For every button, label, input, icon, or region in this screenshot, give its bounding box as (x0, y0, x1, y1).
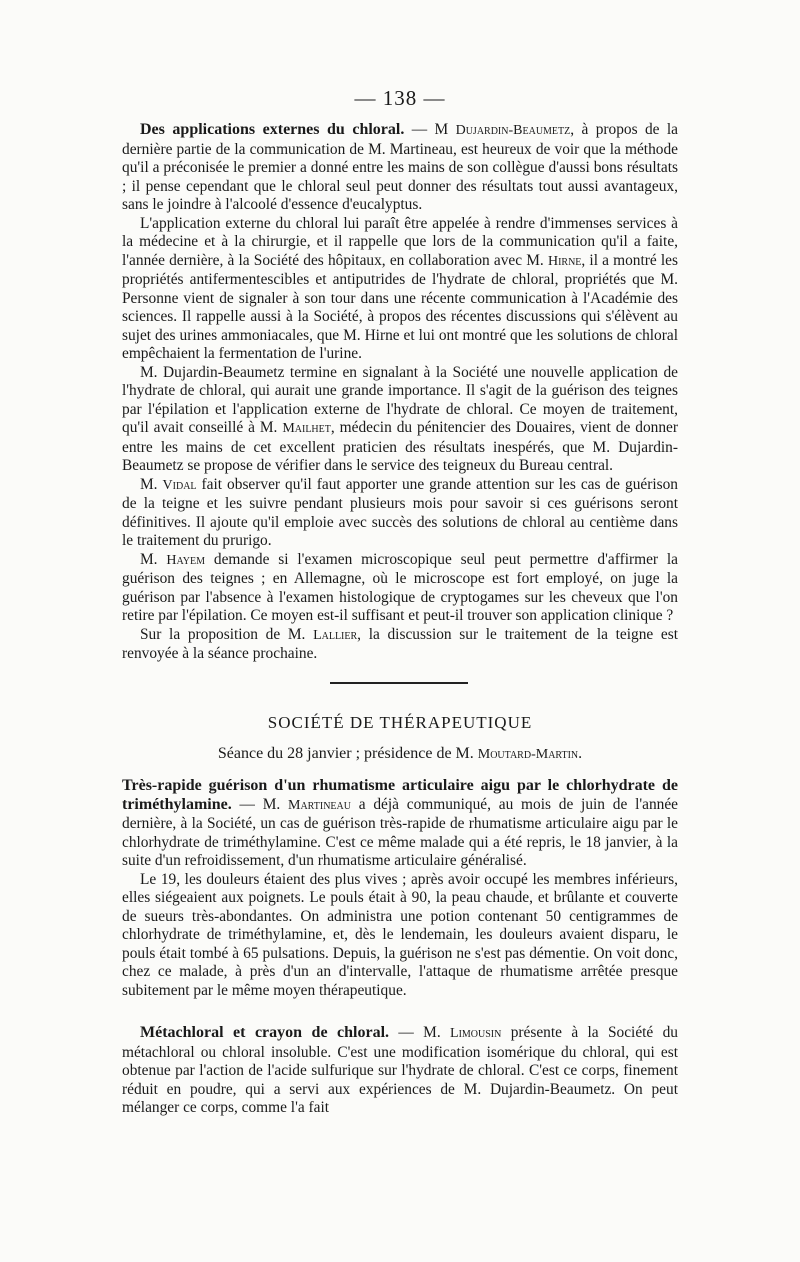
text: M. (140, 475, 163, 493)
text: — M. (389, 1024, 451, 1041)
author-name: Hirne (547, 253, 582, 269)
author-name: Vidal (162, 477, 197, 493)
author-name: Lallier (313, 627, 358, 643)
author-name: Limousin (450, 1026, 502, 1041)
text: , il a montré les propriétés antifermentescibles et antiputrides de l'hydrate de chloral, propriétés que M. Personne vient de signaler à son tour dans une récente communication à l'Académie des sciences. Il rappelle aussi à la Société, à propos des récentes discussions qui s'élèvent au sujet des urines ammoniacales, que M. Hirne et lui ont montré que les solutions de chloral empêchaient la fermentation de l'urine. (122, 251, 678, 362)
text: fait observer qu'il faut apporter une grande attention sur les cas de guérison de la teigne et les suivre pendant plusieurs mois pour savoir si ces guérisons seront définitives. Il ajoute qu'il emploie avec succès des solutions de chloral au centième dans le traitement du prurigo. (122, 475, 679, 549)
author-name: Dujardin-Beaumetz (455, 123, 571, 138)
paragraph (122, 551, 678, 626)
society-title: SOCIÉTÉ DE THÉRAPEUTIQUE (267, 713, 533, 732)
paragraph (122, 476, 678, 551)
president-name: Moutard-Martin (477, 747, 579, 762)
text: M. (140, 550, 167, 568)
text: L'application externe du chloral lui paraît être appelée à rendre d'immenses services à la médecine et à la chirurgie, et il rappelle que lors de la communication qu'il a faite, l'année dernière, à la Société des hôpitaux, en collaboration avec M. (122, 214, 678, 269)
paragraph (122, 1024, 678, 1118)
section-metachloral (122, 1024, 678, 1118)
author-name: Mailhet (282, 421, 331, 436)
section-heading: Des applications externes du chloral. (140, 121, 405, 138)
section-heading: Très-rapide guérison d'un rhumatisme articulaire aigu par le chlorhydrate de triméthylamine. (122, 777, 678, 813)
text: demande si l'examen microscopique seul peut permettre d'affirmer la guérison des teignes ; en Allemagne, où le microscope est fort employé, on juge la guérison par l'absence à l'examen histologique de cryptogames sur les cheveux que l'on retire par l'épilation. Ce moyen est-il suffisant et peut-il trouver son application clinique ? (122, 550, 678, 624)
text: — M (404, 121, 456, 138)
paragraph (122, 215, 678, 364)
text: , médecin du pénitencier des Douaires, vient de donner entre les mains de cet excellent praticien des résultats inespérés, que M. Dujardin-Beaumetz se propose de vérifier dans le service des teigneux du Bureau central. (122, 419, 678, 474)
text: présente à la Société du métachloral ou chloral insoluble. C'est une modification isomérique du chloral, qui est obtenue par l'action de l'acide sulfurique sur l'hydrate de chloral. C'est ce corps, finement réduit en poudre, qui a servi aux expériences de M. Dujardin-Beaumetz. On peut mélanger ce corps, comme l'a fait (122, 1024, 678, 1116)
paragraph (122, 626, 678, 664)
text: Sur la proposition de M. (140, 625, 314, 643)
text: . (578, 745, 583, 762)
page-number: — 138 — (354, 86, 446, 110)
author-name: Martineau (288, 797, 351, 813)
text: Séance du 28 janvier ; présidence de M. (217, 745, 478, 762)
paragraph (122, 777, 678, 871)
text: , à propos de la dernière partie de la communication de M. Martineau, est heureux de voir que la méthode qu'il a préconisée le premier a donné entre les mains de son collègue d'aussi bons résultats ; il pense cependant que le chloral seul peut donner des résultats tout aussi avantageux, sans le joindre à l'alcoolé d'essence d'eucalyptus. (122, 121, 679, 213)
text: M. Dujardin-Beaumetz termine en signalant à la Société une nouvelle application de l'hydrate de chloral, qui aurait une grande importance. Il s'agit de la guérison des teignes par l'épilation et l'application externe de l'hydrate de chloral. Ce moyen de traitement, qu'il avait conseillé à M. (122, 363, 678, 436)
section-rhumatisme (122, 777, 678, 1000)
seance-line (0, 745, 800, 763)
text: , la discussion sur le traitement de la teigne est renvoyée à la séance prochaine. (122, 625, 679, 662)
text: — M. (231, 795, 289, 813)
paragraph: Le 19, les douleurs étaient des plus vives ; après avoir occupé les membres inférieurs, elles siégeaient aux poignets. Le pouls était à 90, la peau chaude, et brûlante et couverte de sueurs très-abondantes. On administra une potion contenant 50 centigrammes de chlorhydrate de triméthylamine, et, dès le lendemain, les douleurs avaient disparu, le pouls était tombé à 65 pulsations. Depuis, la guérison ne s'est pas démentie. On voit donc, chez ce malade, à près d'un an d'intervalle, l'attaque de rhumatisme arrêtée presque subitement par le même moyen thérapeutique. (122, 870, 678, 999)
text: a déjà communiqué, au mois de juin de l'année dernière, à la Société, un cas de guérison très-rapide de rhumatisme articulaire aigu par le chlorhydrate de triméthylamine. C'est ce même malade qui a été repris, le 18 janvier, à la suite d'un refroidissement, d'un rhumatisme articulaire généralisé. (122, 795, 679, 869)
paragraph (122, 364, 678, 476)
section-chloral-externe (122, 121, 678, 664)
section-divider (330, 682, 468, 684)
paragraph (122, 121, 678, 215)
author-name: Hayem (166, 552, 206, 568)
section-heading: Métachloral et crayon de chloral. (140, 1024, 390, 1041)
